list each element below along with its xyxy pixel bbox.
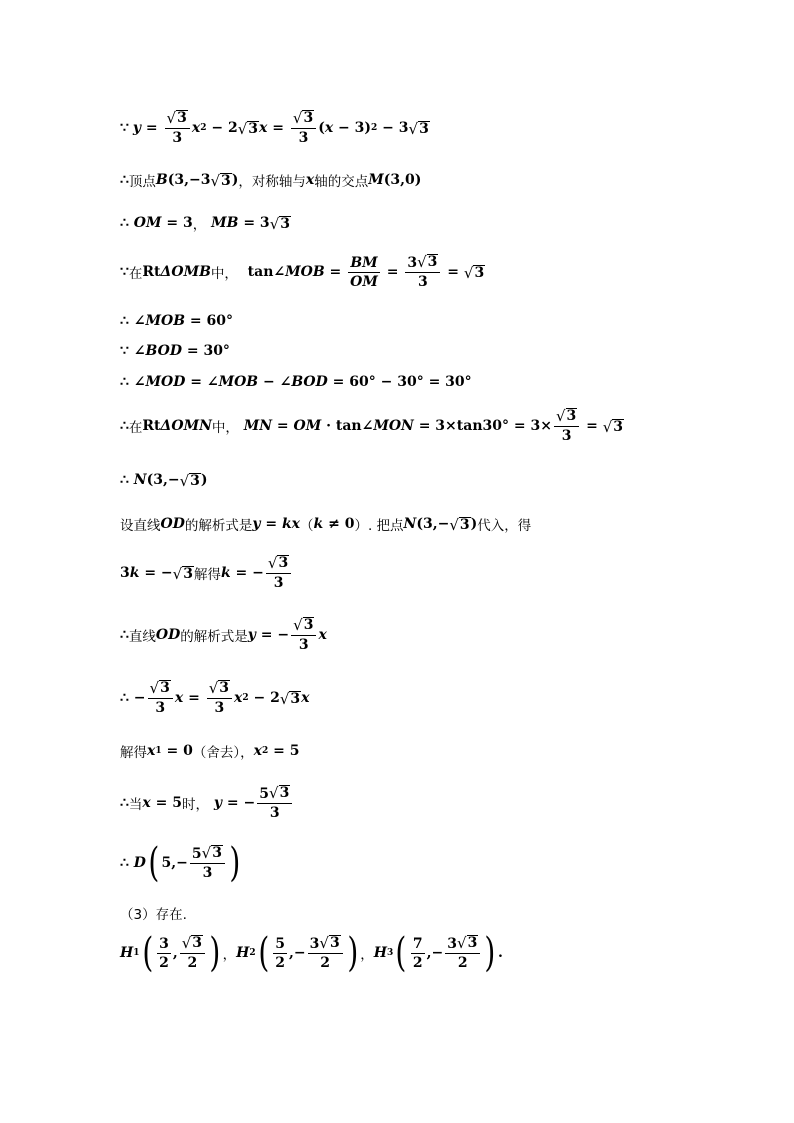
equation-line-10: 设直线 OD 的解析式是 y = kx （ k ≠ 0 ）. 把点 N (3,− √ 3 ) 代入，得 [120,515,532,534]
equation-line-1: ∵ y = √ 3 3 x 2 − 2 √ 3 x = √ 3 3 ( x − 3) 2 − 3 √ 3 [120,109,429,146]
equation-line-11: 3 k = − √ 3 解得 k = − √ 3 3 [120,555,293,591]
equation-line-8: ∴ 在 Rt ΔOMN 中， MN = OM · tan∠ MON = 3×tan30° = 3× √ 3 3 = √ 3 [120,407,624,444]
equation-line-14: 解得 x 1 = 0 （舍去）， x 2 = 5 [120,743,300,761]
equation-line-16: ∴ D ( 5,− 5 √ 3 3 ) [120,840,241,886]
equation-line-6: ∵ ∠ BOD = 30° [120,343,230,359]
equation-line-7: ∴ ∠ MOD = ∠ MOB − ∠ BOD = 60° − 30° = 30° [120,374,472,390]
section-heading-3: （3）存在. [120,907,187,923]
equation-line-15: ∴ 当 x = 5 时， y = − 5 √ 3 3 [120,785,294,821]
equation-line-4: ∵ 在 Rt ΔOMB 中， tan∠ MOB = $\frac{BM}{OM}$ = 3 √ 3 3 = √ 3 [120,253,485,290]
equation-line-9: ∴ N (3,− √ 3 ) [120,471,208,490]
equation-line-12: ∴ 直线 OD 的解析式是 y = − √ 3 3 x [120,616,327,653]
equation-line-2: ∴ 顶点 B (3,−3 √ 3 ) ，对称轴与 x 轴的交点 M (3,0) [120,171,422,190]
equation-line-13: ∴ − √ 3 3 x = √ 3 3 x 2 − 2 √ 3 x [120,679,310,716]
equation-line-3: ∴ OM = 3 ， MB = 3 √ 3 [120,214,290,233]
equation-line-18: H 1 ( $\frac{3}{2}$ , √ 3 2 ) ， H 2 ( $\frac{5}{2}$ ,− 3 √ 3 2 ) ， H 3 ( $\frac{7}{2}$ ,− 3 √ 3 2 ) . [120,930,503,976]
equation-line-5: ∴ ∠ MOB = 60° [120,313,234,329]
